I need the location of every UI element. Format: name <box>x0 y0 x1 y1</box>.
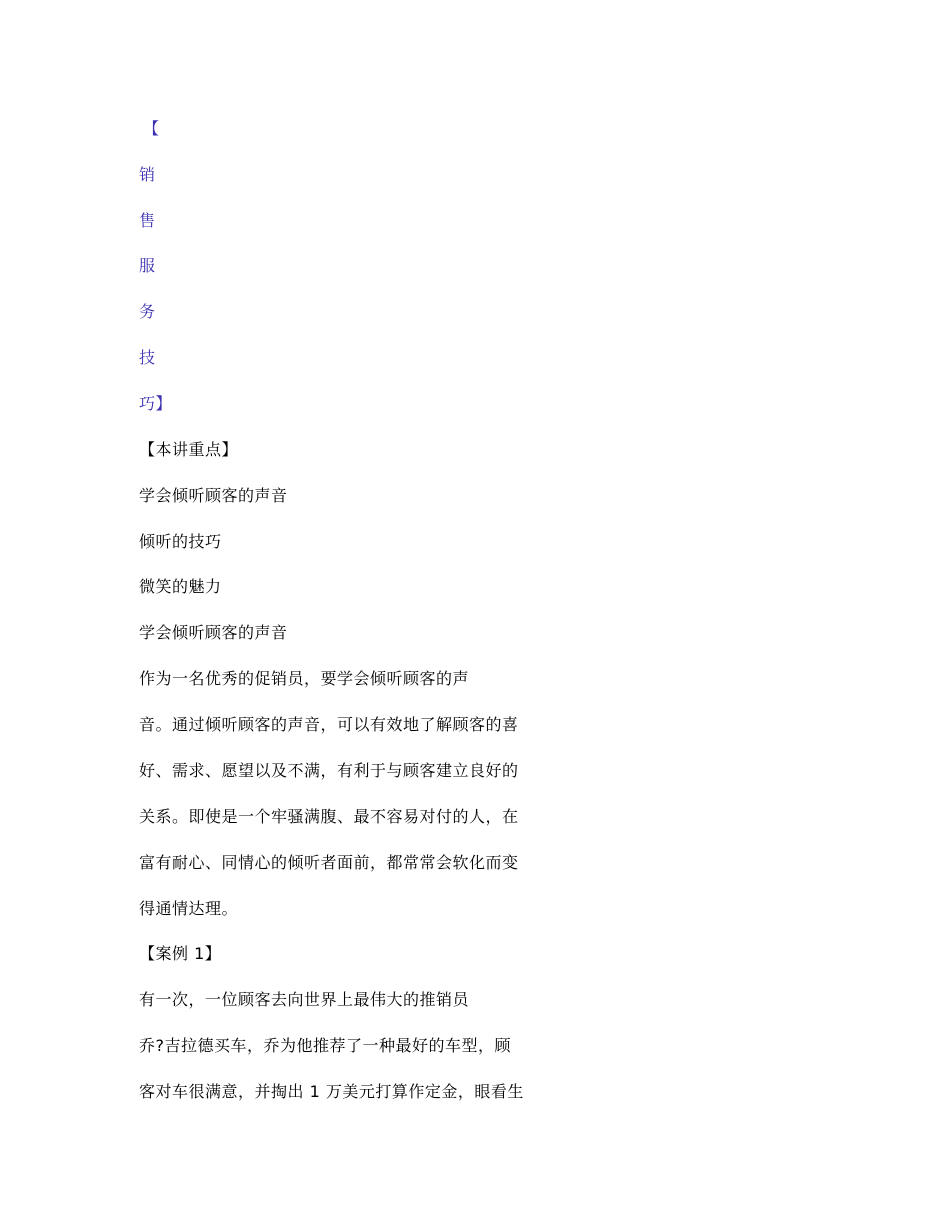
key-point: 学会倾听顾客的声音 <box>139 486 288 505</box>
title-char: 销 <box>139 165 156 184</box>
title-char: 售 <box>139 211 156 230</box>
case-heading: 【案例 1】 <box>139 944 222 963</box>
title-char: 服 <box>139 256 156 275</box>
paragraph-line: 作为一名优秀的促销员，要学会倾听顾客的声 <box>139 669 470 688</box>
paragraph-line: 富有耐心、同情心的倾听者面前，都常常会软化而变 <box>139 853 519 872</box>
title-char: 【 <box>143 119 160 138</box>
section-heading: 【本讲重点】 <box>139 440 239 459</box>
paragraph-line: 有一次，一位顾客去向世界上最伟大的推销员 <box>139 990 470 1009</box>
paragraph-line: 关系。即使是一个牢骚满腹、最不容易对付的人，在 <box>139 807 519 826</box>
title-char: 技 <box>139 348 156 367</box>
title-char: 巧】 <box>139 394 173 413</box>
paragraph-line: 客对车很满意，并掏出 1 万美元打算作定金，眼看生 <box>139 1082 524 1101</box>
subheading: 学会倾听顾客的声音 <box>139 623 288 642</box>
paragraph-line: 得通情达理。 <box>139 899 239 918</box>
paragraph-line: 乔?吉拉德买车，乔为他推荐了一种最好的车型，顾 <box>139 1036 511 1055</box>
key-point: 微笑的魅力 <box>139 577 222 596</box>
title-char: 务 <box>139 302 156 321</box>
paragraph-line: 音。通过倾听顾客的声音，可以有效地了解顾客的喜 <box>139 715 519 734</box>
key-point: 倾听的技巧 <box>139 532 222 551</box>
paragraph-line: 好、需求、愿望以及不满，有利于与顾客建立良好的 <box>139 761 519 780</box>
